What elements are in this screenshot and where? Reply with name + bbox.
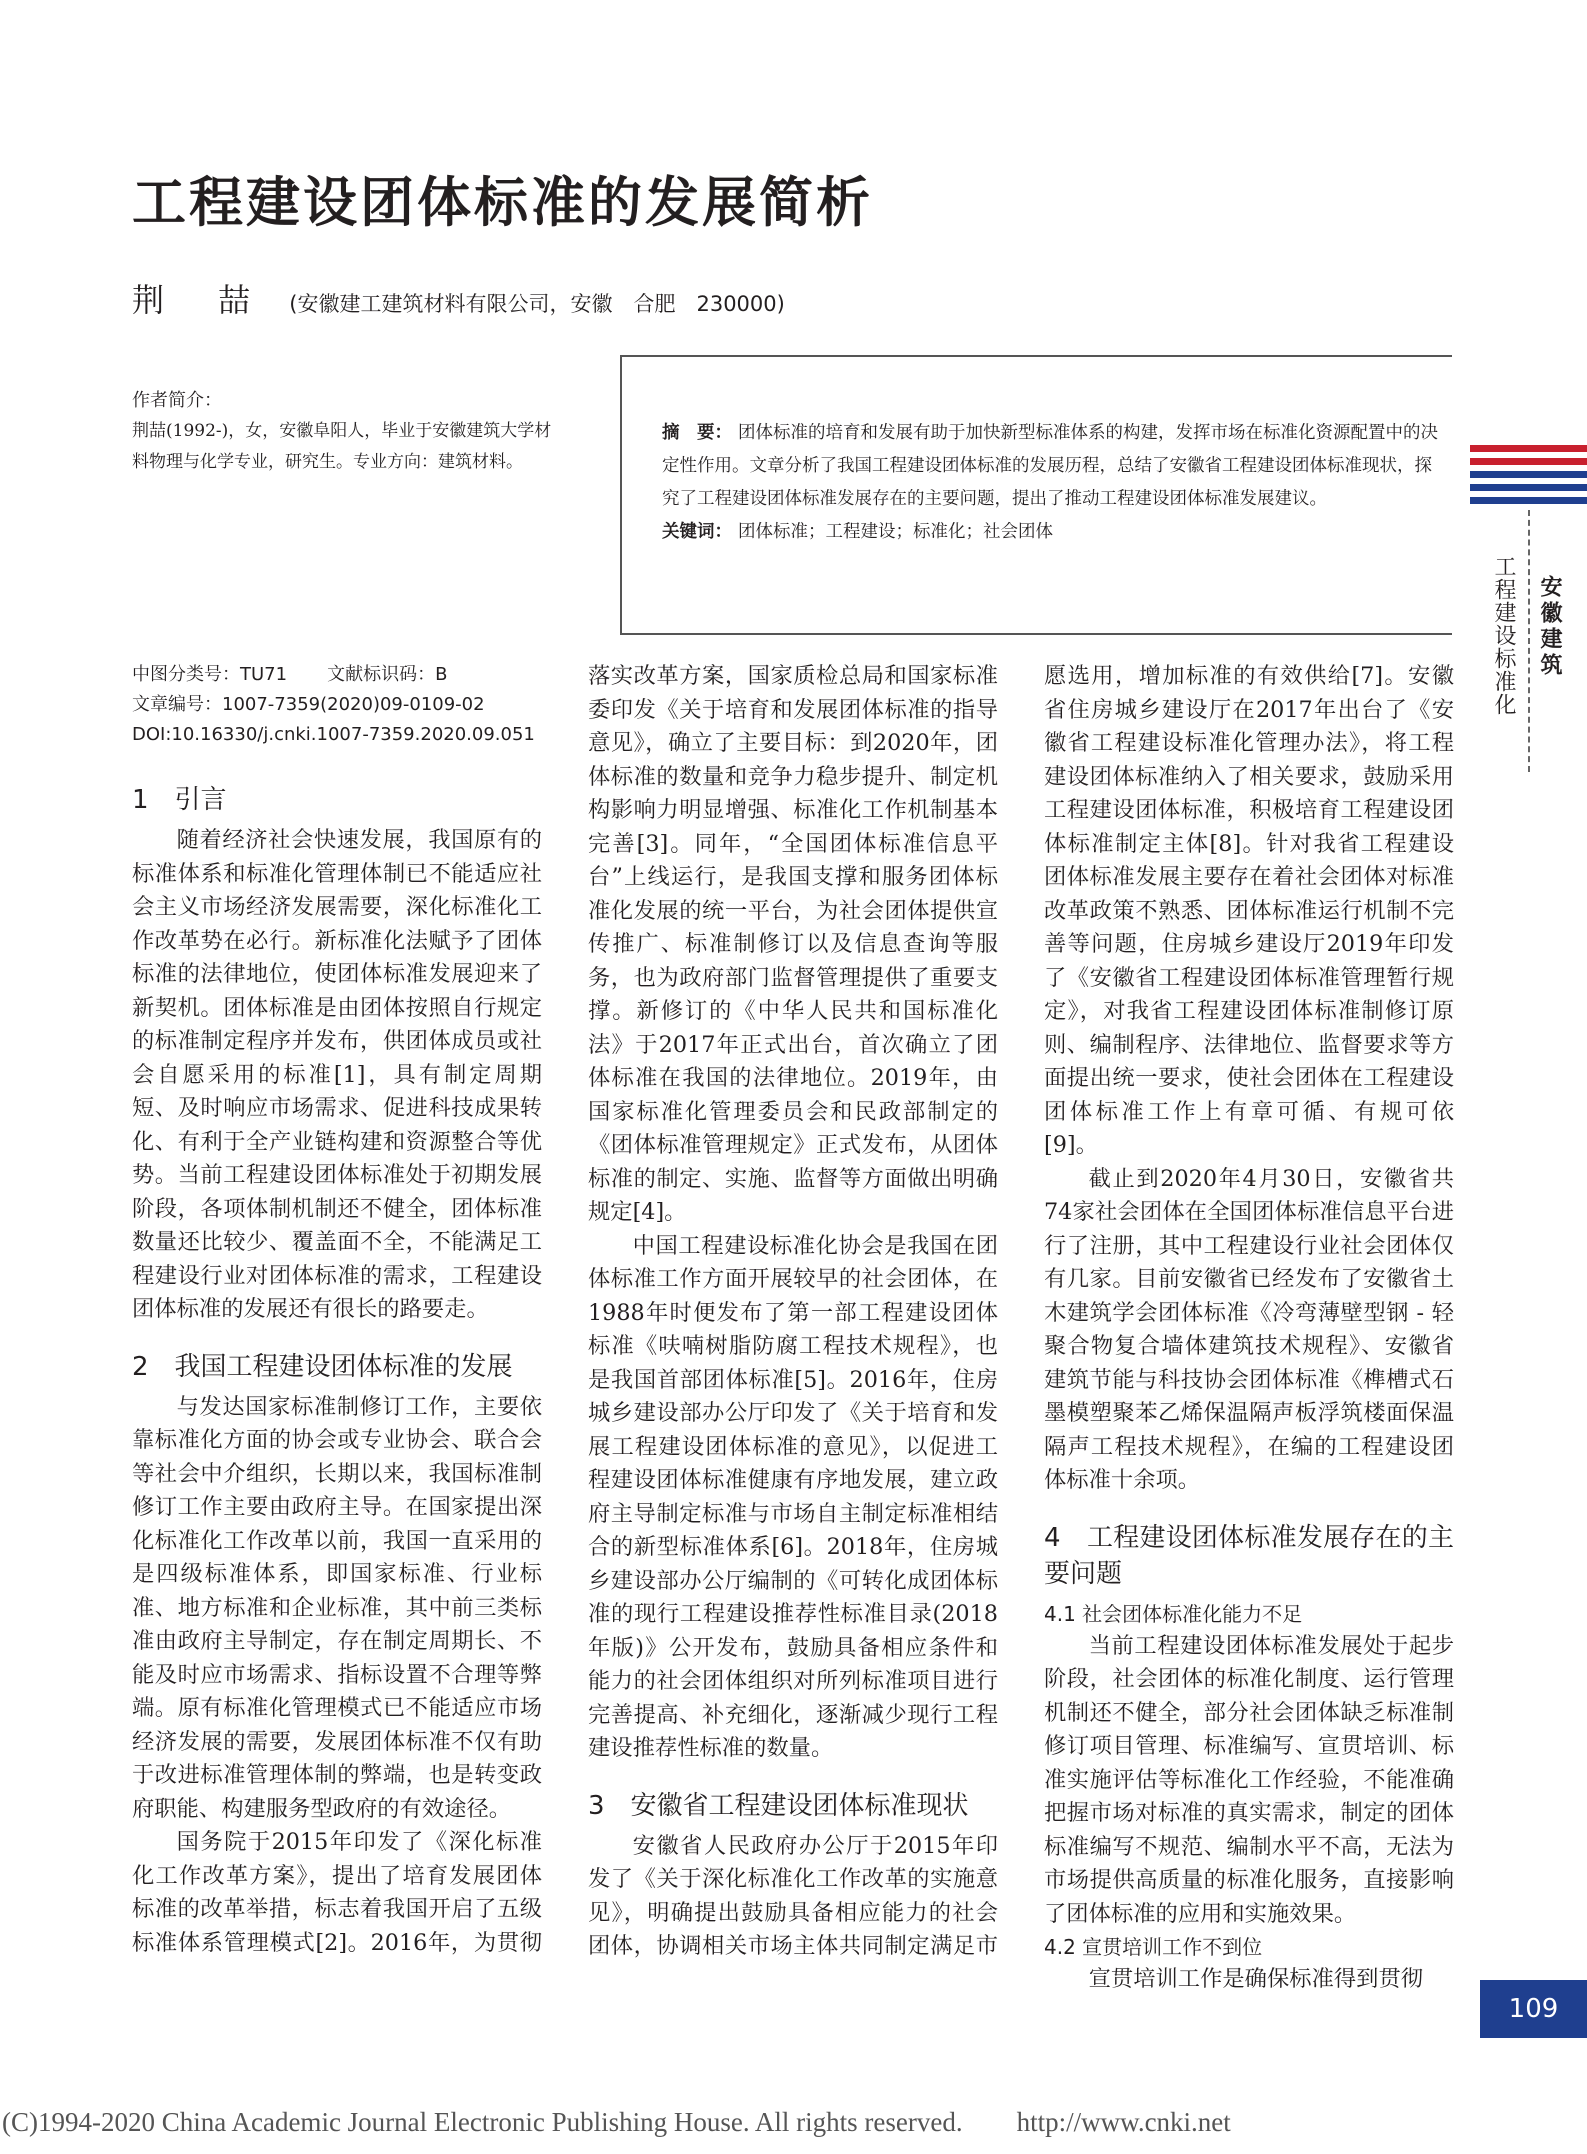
section-4-1-paragraph: 当前工程建设团体标准发展处于起步阶段，社会团体的标准化制度、运行管理机制还不健全，部分社会团体缺乏标准制修订项目管理、标准编写、宣贯培训、标准实施评估等标准化工作经验，不能准确把握市场对标准的真实需求，制定的团体标准编写不规范、编制水平不高，无法为市场提供高质量的标准化服务，直接影响了团体标准的应用和实施效果。 <box>1044 1632 1454 1927</box>
section-3-paragraph-2: 截止到2020年4月30日，安徽省共74家社会团体在全国团体标准信息平台进行了注册，其中工程建设行业社会团体仅有几家。目前安徽省已经发布了安徽省土木建筑学会团体标准《冷弯薄壁型钢 - 轻聚合物复合墙体建筑技术规程》、安徽省建筑节能与科技协会团体标准《榫槽式石墨模塑聚苯乙烯保温隔声板浮筑楼面保温隔声工程技术规程》，在编的工程建设团体标准十余项。 <box>1044 1165 1454 1493</box>
clc-number: 中图分类号：TU71 <box>132 664 288 685</box>
doc-code: 文献标识码：B <box>327 664 448 685</box>
section-4-2-heading: 4.2 宣贯培训工作不到位 <box>1044 1935 1263 1959</box>
column-2 <box>588 660 998 1964</box>
doi: DOI:10.16330/j.cnki.1007-7359.2020.09.051 <box>132 724 535 745</box>
section-1-paragraph: 随着经济社会快速发展，我国原有的标准体系和标准化管理体制已不能适应社会主义市场经济发展需要，深化标准化工作改革势在必行。新标准化法赋予了团体标准的法律地位，使团体标准发展迎来了新契机。团体标准是由团体按照自行规定的标准制定程序并发布，供团体成员或社会自愿采用的标准[1]，具有制定周期短、及时响应市场需求、促进科技成果转化、有利于全产业链构建和资源整合等优势。当前工程建设团体标准处于初期发展阶段，各项体制机制还不健全，团体标准数量还比较少、覆盖面不全，不能满足工程建设行业对团体标准的需求，工程建设团体标准的发展还有很长的路要走。 <box>132 827 542 1322</box>
keywords-label: 关键词： <box>662 522 732 542</box>
stripe-red-2 <box>1470 458 1587 465</box>
abstract-box <box>620 355 1452 635</box>
author-name: 荆 喆 <box>132 281 273 319</box>
section-3-heading: 3 安徽省工程建设团体标准现状 <box>588 1790 969 1821</box>
column-label: 工程建设标准化 <box>1491 555 1516 716</box>
section-4-2-paragraph: 宣贯培训工作是确保标准得到贯彻 <box>1088 1966 1424 1992</box>
article-meta <box>132 660 542 750</box>
stripe-blue-1 <box>1470 471 1587 478</box>
section-2-paragraph-1: 与发达国家标准制修订工作，主要依靠标准化方面的协会或专业协会、联合会等社会中介组织，长期以来，我国标准制修订工作主要由政府主导。在国家提出深化标准化工作改革以前，我国一直采用的是四级标准体系，即国家标准、行业标准、地方标准和企业标准，其中前三类标准由政府主导制定，存在制定周期长、不能及时应市场需求、指标设置不合理等弊端。原有标准化管理模式已不能适应市场经济发展的需要，发展团体标准不仅有助于改进标准管理体制的弊端，也是转变政府职能、构建服务型政府的有效途径。 <box>132 1393 542 1822</box>
page-number: 109 <box>1480 1980 1587 2038</box>
journal-name: 安徽建筑 <box>1537 575 1562 679</box>
section-2-paragraph-3: 中国工程建设标准化协会是我国在团体标准工作方面开展较早的社会团体，在1988年时便发布了第一部工程建设团体标准《呋喃树脂防腐工程技术规程》，也是我国首部团体标准[5]。2016年，住房城乡建设部办公厅印发了《关于培育和发展工程建设团体标准的意见》，以促进工程建设团体标准健康有序地发展，建立政府主导制定标准与市场自主制定标准相结合的新型标准体系[6]。2018年，住房城乡建设部办公厅编制的《可转化成团体标准的现行工程建设推荐性标准目录(2018年版)》公开发布，鼓励具备相应条件和能力的社会团体组织对所列标准项目进行完善提高、补充细化，逐渐减少现行工程建设推荐性标准的数量。 <box>588 1232 998 1761</box>
stripe-blue-3 <box>1470 497 1587 504</box>
section-4-1-heading: 4.1 社会团体标准化能力不足 <box>1044 1601 1303 1626</box>
column-1 <box>132 660 542 1960</box>
abstract-label: 摘 要： <box>662 423 732 443</box>
side-divider <box>1528 510 1530 772</box>
article-number: 文章编号：1007-7359(2020)09-0109-02 <box>132 694 485 715</box>
bio-text: 荆喆(1992-)，女，安徽阜阳人，毕业于安徽建筑大学材料物理与化学专业，研究生。专业方向：建筑材料。 <box>132 421 552 472</box>
paper-title: 工程建设团体标准的发展简析 <box>132 171 873 234</box>
section-3-paragraph-1-cont: 愿选用，增加标准的有效供给[7]。安徽省住房城乡建设厅在2017年出台了《安徽省工程建设标准化管理办法》，将工程建设团体标准纳入了相关要求，鼓励采用工程建设团体标准，积极培育工程建设团体标准制定主体[8]。针对我省工程建设团体标准发展主要存在着社会团体对标准改革政策不熟悉、团体标准运行机制不完善等问题，住房城乡建设厅2019年印发了《安徽省工程建设团体标准管理暂行规定》，对我省工程建设团体标准制修订原则、编制程序、法律地位、监督要求等方面提出统一要求，使社会团体在工程建设团体标准工作上有章可循、有规可依[9]。 <box>1044 663 1454 1158</box>
journal-stripes <box>1470 445 1587 510</box>
section-2-paragraph-2-cont: 落实改革方案，国家质检总局和国家标准委印发《关于培育和发展团体标准的指导意见》，确立了主要目标：到2020年，团体标准的数量和竞争力稳步提升、制定机构影响力明显增强、标准化工作机制基本完善[3]。同年，“全国团体标准信息平台”上线运行，是我国支撑和服务团体标准化发展的统一平台，为社会团体提供宣传推广、标准制修订以及信息查询等服务，也为政府部门监督管理提供了重要支撑。新修订的《中华人民共和国标准化法》于2017年正式出台，首次确立了团体标准在我国的法律地位。2019年，由国家标准化管理委员会和民政部制定的《团体标准管理规定》正式发布，从团体标准的制定、实施、监督等方面做出明确规定[4]。 <box>588 663 998 1225</box>
section-4-heading: 4 工程建设团体标准发展存在的主要问题 <box>1044 1522 1454 1589</box>
abstract <box>662 417 1444 516</box>
column-3 <box>1044 660 1454 1997</box>
keywords-text: 团体标准；工程建设；标准化；社会团体 <box>738 522 1053 542</box>
copyright-footer: (C)1994-2020 China Academic Journal Electronic Publishing House. All rights reserved. http://www.cnki.net <box>2 2107 1231 2137</box>
keywords <box>662 516 1444 549</box>
stripe-blue-2 <box>1470 484 1587 491</box>
byline <box>132 275 785 321</box>
section-1-heading: 1 引言 <box>132 785 227 815</box>
author-bio <box>132 385 562 478</box>
bio-heading: 作者简介： <box>132 390 222 411</box>
section-3-paragraph-1: 安徽省人民政府办公厅于2015年印发了《关于深化标准化工作改革的实施意见》，明确提出鼓励具备相应能力的社会团体，协调相关市场主体共同制定满足市 <box>588 1832 998 1959</box>
abstract-text: 团体标准的培育和发展有助于加快新型标准体系的构建，发挥市场在标准化资源配置中的决定性作用。文章分析了我国工程建设团体标准的发展历程，总结了安徽省工程建设团体标准现状，探究了工程建设团体标准发展存在的主要问题，提出了推动工程建设团体标准发展建议。 <box>662 423 1438 509</box>
stripe-red-1 <box>1470 445 1587 452</box>
author-affiliation: (安徽建工建筑材料有限公司，安徽 合肥 230000) <box>289 292 785 316</box>
section-2-paragraph-2: 国务院于2015年印发了《深化标准化工作改革方案》，提出了培育发展团体标准的改革举措，标志着我国开启了五级标准体系管理模式[2]。2016年，为贯彻 <box>132 1829 542 1956</box>
section-2-heading: 2 我国工程建设团体标准的发展 <box>132 1351 513 1382</box>
